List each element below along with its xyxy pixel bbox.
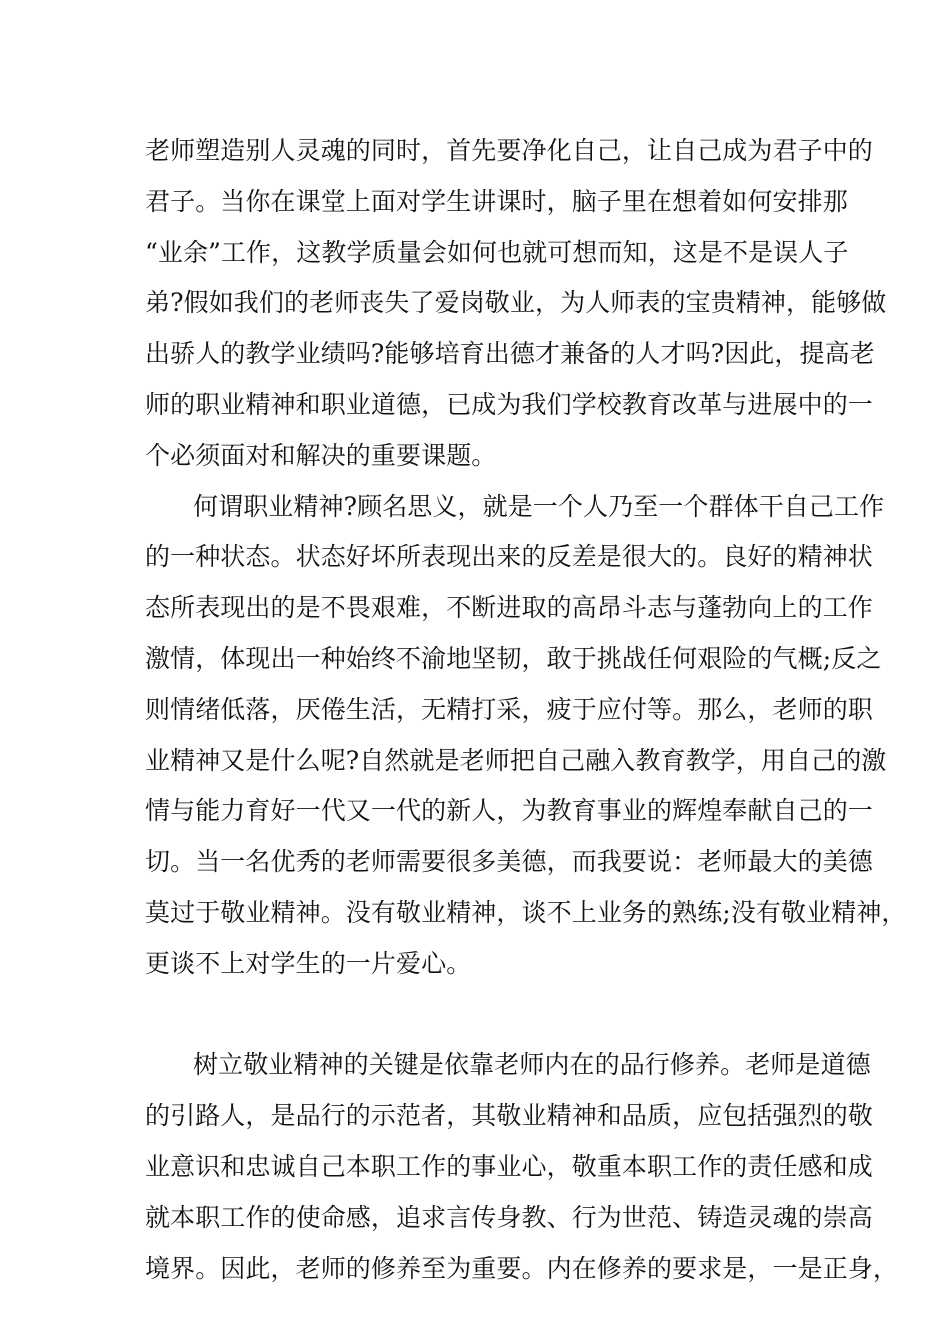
text-line: 切。当一名优秀的老师需要很多美德，而我要说：老师最大的美德 [145,847,873,877]
text-line: 业精神又是什么呢?自然就是老师把自己融入教育教学，用自己的激 [145,745,887,775]
text-line: 师的职业精神和职业道德，已成为我们学校教育改革与进展中的一 [145,389,873,419]
paragraph-2 [145,482,907,1041]
text-line: 情与能力育好一代又一代的新人，为教育事业的辉煌奉献自己的一 [145,796,873,826]
text-line: 弟?假如我们的老师丧失了爱岗敬业，为人师表的宝贵精神，能够做 [145,288,887,318]
text-line: 的一种状态。状态好坏所表现出来的反差是很大的。良好的精神状 [145,542,873,572]
paragraph-1 [145,126,887,482]
text-line: 更谈不上对学生的一片爱心。 [145,948,472,978]
text-line: 境界。因此，老师的修养至为重要。内在修养的要求是，一是正身， [145,1253,899,1283]
text-line [145,990,825,1041]
text-line: 君子。当你在课堂上面对学生讲课时，脑子里在想着如何安排那 [145,186,848,216]
text-line: 态所表现出的是不畏艰难，不断进取的高昂斗志与蓬勃向上的工作 [145,593,873,623]
body-text [145,126,907,1294]
text-line: 老师塑造别人灵魂的同时，首先要净化自己，让自己成为君子中的 [145,136,873,165]
text-line: “业余”工作，这教学质量会如何也就可想而知，这是不是误人子 [145,237,849,267]
text-line: 出骄人的教学业绩吗?能够培育出德才兼备的人才吗?因此，提高老 [145,339,875,369]
text-line: 则情绪低落，厌倦生活，无精打采，疲于应付等。那么，老师的职 [145,694,873,724]
text-line: 激情，体现出一种始终不渝地坚韧，敢于挑战任何艰险的气概;反之 [145,643,882,673]
text-line: 树立敬业精神的关键是依靠老师内在的品行修养。老师是道德 [193,1050,871,1080]
text-line: 何谓职业精神?顾名思义，就是一个人乃至一个群体干自己工作 [193,491,885,521]
text-line: 个必须面对和解决的重要课题。 [145,440,497,470]
text-line: 的引路人，是品行的示范者，其敬业精神和品质，应包括强烈的敬 [145,1101,873,1131]
text-line: 就本职工作的使命感，追求言传身教、行为世范、铸造灵魂的崇高 [145,1202,873,1232]
text-line: 莫过于敬业精神。没有敬业精神，谈不上业务的熟练;没有敬业精神， [145,897,907,927]
paragraph-3 [145,1040,899,1294]
text-line: 业意识和忠诚自己本职工作的事业心，敬重本职工作的责任感和成 [145,1151,873,1181]
